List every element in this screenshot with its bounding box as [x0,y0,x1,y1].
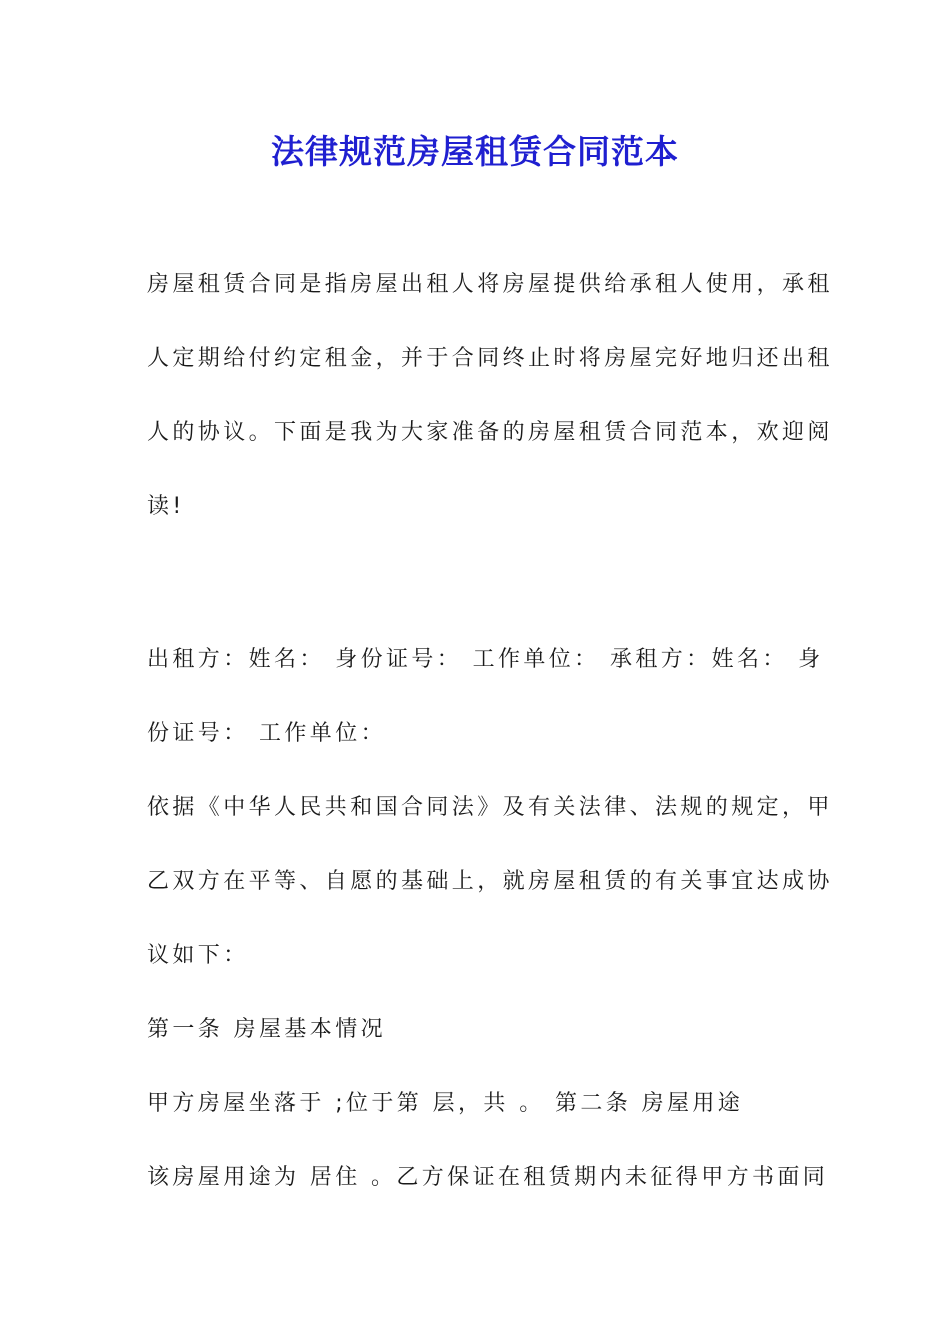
intro-paragraph [147,248,833,544]
contract-line: 甲方房屋坐落于 ;位于第 层，共 。 第二条 房屋用途 [147,1091,744,1116]
contract-line: 依据《中华人民共和国合同法》及有关法律、法规的规定，甲 [147,795,833,820]
document-title: 法律规范房屋租赁合同范本 [271,132,679,171]
contract-line: 该房屋用途为 居住 。乙方保证在租赁期内未征得甲方书面同 [147,1165,829,1190]
intro-line: 房屋租赁合同是指房屋出租人将房屋提供给承租人使用，承租 [147,272,833,297]
intro-line: 人的协议。下面是我为大家准备的房屋租赁合同范本，欢迎阅 [147,420,833,445]
intro-line: 读! [147,494,185,519]
contract-line: 第一条 房屋基本情况 [147,1017,386,1042]
contract-line: 乙双方在平等、自愿的基础上，就房屋租赁的有关事宜达成协 [147,869,833,894]
contract-line: 议如下： [147,943,249,968]
intro-line: 人定期给付约定租金，并于合同终止时将房屋完好地归还出租 [147,346,833,371]
contract-line: 出租方：姓名： 身份证号： 工作单位： 承租方：姓名： 身 [147,647,824,672]
contract-line: 份证号： 工作单位： [147,721,386,746]
contract-body [147,623,833,1215]
